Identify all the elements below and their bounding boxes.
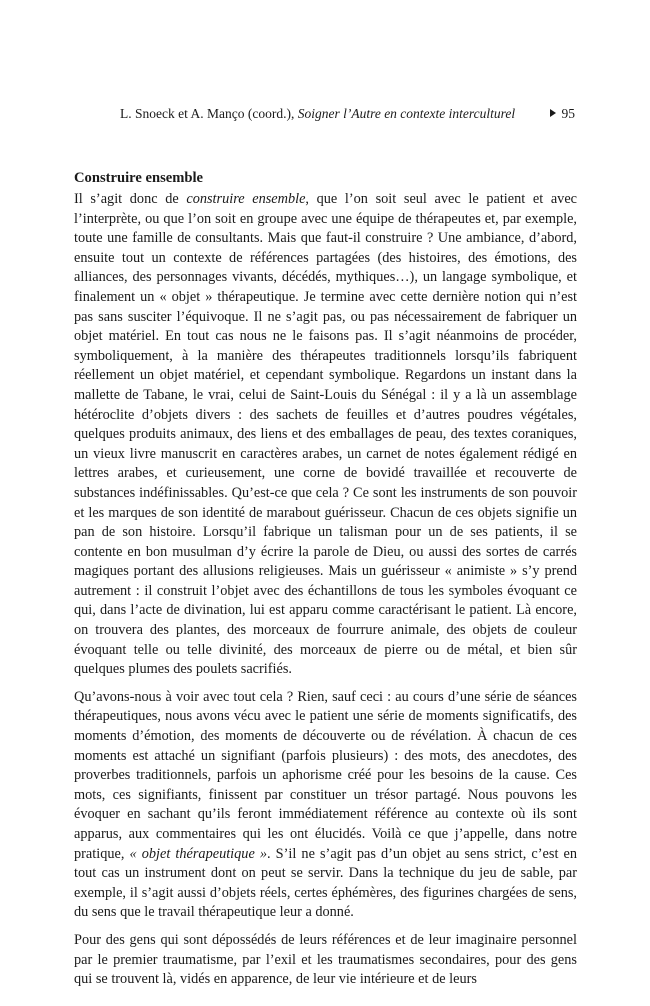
running-head-book-title: Soigner l’Autre en contexte interculturel bbox=[297, 106, 516, 121]
paragraph-3 bbox=[74, 931, 577, 990]
paragraph-1-emphasis: construire ensemble bbox=[186, 191, 306, 207]
right-triangle-icon bbox=[550, 109, 556, 117]
page-number bbox=[550, 106, 576, 122]
section-heading: Construire ensemble bbox=[74, 170, 204, 186]
paragraph-3-text-a: Pour des gens qui sont dépossédés de leurs références et de leur imaginaire personnel par le premier traumatisme, par l’exil et les traumatismes secondaires, pour des gens qui se trouvent là, vidés en apparence, de leur vie intérieure et de leurs bbox=[74, 931, 577, 988]
running-head-title bbox=[120, 106, 515, 122]
paragraph-2-text-c: . S’il ne s’agit pas d’un objet au sens strict, c’est en tout cas un instrument dont on peut se servir. Dans la technique du jeu de sable, par exemple, il s’agit aussi d’objets réels, certes éphémères, des figurines chargées de sens, du sens que le travail thérapeutique leur a donné. bbox=[74, 845, 577, 921]
page-number-value: 95 bbox=[561, 106, 575, 121]
running-head bbox=[60, 106, 575, 128]
paragraph-2-text-a: Qu’avons-nous à voir avec tout cela ? Rien, sauf ceci : au cours d’une série de séances thérapeutiques, nous avons vécu avec le patient une série de moments significatifs, des moments d’émotion, des moments de découverte ou de révélation. À chacun de ces moments est attaché un signifiant (parfois plusieurs) : des mots, des anecdotes, des proverbes traditionnels, parfois un aphorisme créé pour les besoins de la cause. Ces mots, ces signifiants, finissent par constituer un trésor partagé. Nous pouvons les évoquer en sachant qu’ils feront immédiatement référence au contexte où ils sont apparus, aux commentaires qui les ont élucidés. Voilà ce que j’appelle, dans notre pratique, bbox=[74, 688, 577, 862]
paragraph-2 bbox=[74, 688, 577, 923]
paragraph-1-text-a: Il s’agit donc de bbox=[74, 191, 187, 207]
paragraph-2-emphasis: « objet thérapeutique » bbox=[129, 845, 268, 862]
paragraph-1-text-c: , que l’on soit seul avec le patient et avec l’interprète, ou que l’on soit en groupe avec une équipe de thérapeutes et, par exemple, toute une famille de consultants. Mais que faut-il construire ? Une ambiance, d’abord, ensuite tout un contexte de références partagées (des histoires, des émotions, des alliances, des personnages vivants, décédés, mythiques…), un langage symbolique, et finalement un « objet » thérapeutique. Je termine avec cette dernière notion qui n’est pas sans susciter l’équivoque. Il ne s’agit pas, ou pas nécessairement de fabriquer un objet matériel. En tout cas nous ne le faisons pas. Il s’agit néanmoins de procéder, symboliquement, à la manière des thérapeutes traditionnels lorsqu’ils fabriquent réellement un objet matériel, et cependant symbolique. Regardons un instant dans la mallette de Tabane, le vrai, celui de Saint-Louis du Sénégal : il y a là un assemblage hétéroclite d’objets divers : des sachets de feuilles et d’autres poudres végétales, quelques produits animaux, des liens et des emballages de peau, des textes coraniques, un vieux livre manuscrit en caractères arabes, un carnet de notes également rédigé en lettres arabes, et curieusement, une corne de bovidé travaillée et recouverte de substances indéfinissables. Qu’est-ce que cela ? Ce sont les instruments de son pouvoir et les marques de son identité de marabout guérisseur. Chacun de ces objets signifie un pan de son histoire. Lorsqu’il fabrique un talisman pour un de ses patients, il se contente en bon musulman d’y écrire la parole de Dieu, ou aussi des sortes de carrés magiques portant des allusions religieuses. Mais un guérisseur « animiste » s’y prend autrement : il construit l’objet avec des échantillons de tous les symboles évoquant ce qui, dans l’acte de divination, lui est apparu comme caractérisant le patient. Là encore, on trouvera des plantes, des morceaux de fourrure animale, des objets de couleur évoquant telle ou telle divinité, des morceaux de pierre ou de métal, et bien sûr quelques plumes des poulets sacrifiés. bbox=[74, 191, 578, 678]
running-head-authors: L. Snoeck et A. Manço (coord.), bbox=[120, 106, 298, 121]
page-content bbox=[74, 168, 577, 998]
paragraph-1 bbox=[74, 190, 577, 680]
